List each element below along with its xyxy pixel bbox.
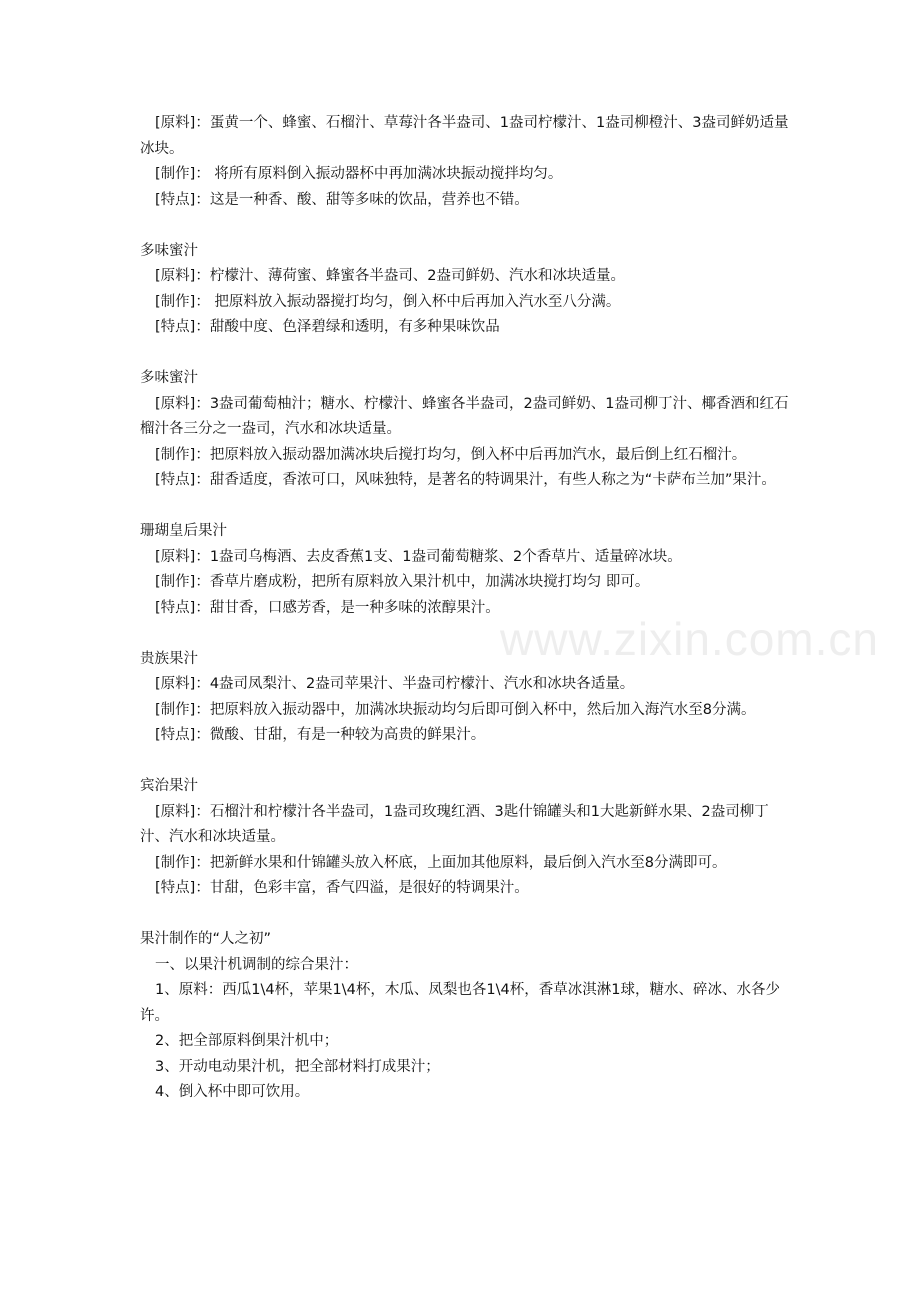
method-line: [制作]：把原料放入振动器中，加满冰块振动均匀后即可倒入杯中，然后加入海汽水至8分满。 [155,701,756,718]
recipe-section [140,239,790,341]
step-item: 2、把全部原料倒果汁机中； [155,1033,339,1049]
feature-line: [特点]：这是一种香、酸、甜等多味的饮品，营养也不错。 [155,191,529,208]
recipe-title: 宾治果汁 [140,778,198,794]
method-line: [制作]：香草片磨成粉，把所有原料放入果汁机中，加满冰块搅打均匀 即可。 [155,574,650,590]
ingredients-line: [原料]：4盎司凤梨汁、2盎司苹果汁、半盎司柠檬汁、汽水和冰块各适量。 [155,676,635,692]
feature-line: [特点]：甘甜，色彩丰富，香气四溢，是很好的特调果汁。 [155,880,529,896]
ingredients-line: [原料]：3盎司葡萄柚汁；糖水、柠檬汁、蜂蜜各半盎司，2盎司鲜奶、1盎司柳丁汁、椰香酒和红石榴汁各三分之一盎司，汽水和冰块适量。 [140,395,789,437]
feature-line: [特点]：甜甘香，口感芳香，是一种多味的浓醇果汁。 [155,599,500,616]
recipe-section [140,111,790,213]
method-line: [制作]： 把原料放入振动器搅打均匀，倒入杯中后再加入汽水至八分满。 [155,293,621,310]
step-item: 1、原料：西瓜1\4杯，苹果1\4杯，木瓜、凤梨也各1\4杯，香草冰淇淋1球，糖水、碎冰、水各少许。 [140,982,780,1024]
method-line: [制作]：把新鲜水果和什锦罐头放入杯底，上面加其他原料，最后倒入汽水至8分满即可。 [155,854,727,871]
step-item: 3、开动电动果汁机，把全部材料打成果汁； [155,1058,440,1075]
document-body [140,111,790,1106]
recipe-section [140,647,790,749]
watermark: www.zixin.com.cn [500,613,879,665]
recipe-title: 珊瑚皇后果汁 [140,523,227,539]
feature-line: [特点]：甜酸中度、色泽碧绿和透明，有多种果味饮品 [155,319,500,335]
recipe-section [140,774,790,902]
recipe-title: 贵族果汁 [140,650,198,667]
feature-line: [特点]：微酸、甘甜，有是一种较为高贵的鲜果汁。 [155,727,486,743]
recipe-title: 多味蜜汁 [140,370,198,386]
method-line: [制作]： 将所有原料倒入振动器杯中再加满冰块振动搅拌均匀。 [155,166,563,182]
recipe-section [140,519,790,621]
recipe-section [140,366,790,494]
feature-line: [特点]：甜香适度，香浓可口，风味独特，是著名的特调果汁，有些人称之为“卡萨布兰加”果汁。 [155,472,776,488]
ingredients-line: [原料]：石榴汁和柠檬汁各半盎司，1盎司玫瑰红酒、3匙什锦罐头和1大匙新鲜水果、2盎司柳丁汁、汽水和冰块适量。 [140,803,769,845]
step-item: 4、倒入杯中即可饮用。 [155,1084,310,1100]
instructions-section [140,927,790,1106]
recipe-title: 多味蜜汁 [140,242,198,259]
subsection-title: 一、以果汁机调制的综合果汁： [155,956,358,973]
ingredients-line: [原料]：蛋黄一个、蜂蜜、石榴汁、草莓汁各半盎司、1盎司柠檬汁、1盎司柳橙汁、3盎司鲜奶适量冰块。 [140,115,789,157]
method-line: [制作]：把原料放入振动器加满冰块后搅打均匀，倒入杯中后再加汽水，最后倒上红石榴汁。 [155,446,747,463]
ingredients-line: [原料]：柠檬汁、薄荷蜜、蜂蜜各半盎司、2盎司鲜奶、汽水和冰块适量。 [155,268,626,284]
section-title: 果汁制作的“人之初” [140,931,272,947]
ingredients-line: [原料]：1盎司乌梅酒、去皮香蕉1支、1盎司葡萄糖浆、2个香草片、适量碎冰块。 [155,548,682,565]
